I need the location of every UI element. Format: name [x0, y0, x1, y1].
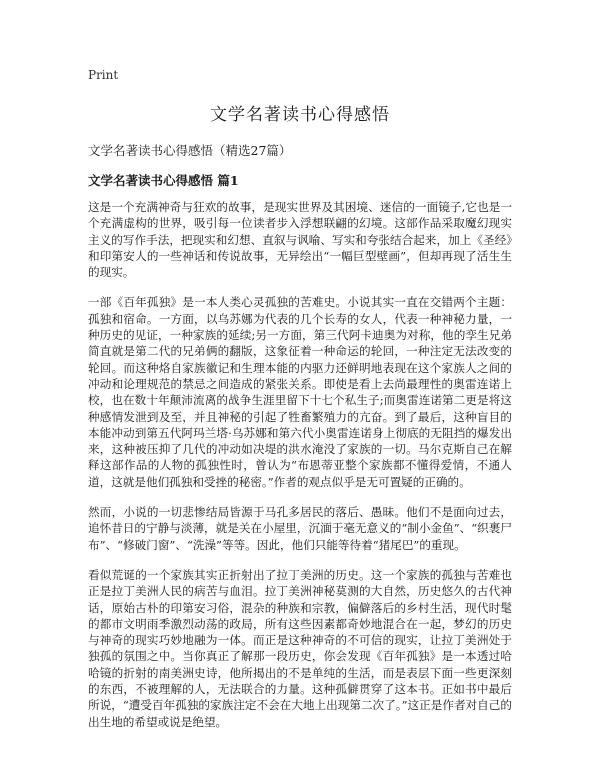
- paragraph-3: 然而，小说的一切悲惨结局皆源于马孔多居民的落后、愚昧。他们不是面向过去，追怀昔日的宁静与淡薄，就是关在小屋里，沉湎于毫无意义的“制小金鱼”、“织裹尸布”、“修破门窗”、“洗澡”等等。因此，他们只能等待着“猪尾巴”的重现。: [88, 505, 512, 552]
- paragraph-4: 看似荒诞的一个家族其实正折射出了拉丁美洲的历史。这一个家族的孤独与苦难也正是拉丁美洲人民的病苦与血泪。拉丁美洲神秘莫测的大自然，历史悠久的古代神话，原始古朴的印第安习俗，混杂的种族和宗教，偏僻落后的乡村生活，现代时髦的都市文明雨季激烈动荡的政局，所有这些因素都奇妙地混合在一起，梦幻的历史与神奇的现实巧妙地融为一体。而正是这种神奇的不可信的现实，让拉丁美洲处于独孤的氛围之中。当你真正了解那一段历史，你会发现《百年孤独》是一本透过哈哈镜的折射的南美洲史诗，他所揭出的不是单纯的生活，而是表层下面一些更深刻的东西，不被理解的人，无法联合的力量。这种孤僻贯穿了这本书。正如书中最后所说，“遭受百年孤独的家族注定不会在大地上出现第二次了。”这正是作者对自己的出生地的希望或说是绝望。: [88, 567, 512, 729]
- page-title: 文学名著读书心得感悟: [210, 105, 390, 125]
- paragraph-2: 一部《百年孤独》是一本人类心灵孤独的苦难史。小说其实一直在交错两个主题：孤独和宿命。一方面，以乌苏娜为代表的几个长寿的女人，代表一种神秘力量，一种历史的见证，一种家族的延续;另一方面，第三代阿卡迪奥为对称，他的孪生兄弟简直就是第二代的兄弟俩的翻版，这象征着一种命运的轮回，一种注定无法改变的轮回。而这种烙自家族徽记和生理本能的内驱力还鲜明地表现在这个家族人之间的冲动和论理规范的禁忌之间造成的紧张关系。即使是看上去尚最理性的奥雷连诺上校，也在数十年颠沛流离的战争生涯里留下十七个私生子;而奥雷连诺第二更是将这种感情发泄到及至，并且神秘的引起了牲畜繁殖力的亢奋。到了最后，这种盲目的本能冲动到第五代阿玛兰塔·乌苏娜和第六代小奥雷连诺身上彻底的无阻挡的爆发出来，这种被压抑了几代的冲动如决堤的洪水淹没了家族的一切。马尔克斯自己在解释这部作品的人物的孤独性时，曾认为“布恩蒂亚整个家族都不懂得爱情，不通人道，这就是他们孤独和受挫的秘密。”作者的观点似乎是无可置疑的正确的。: [88, 295, 512, 489]
- paragraph-1: 这是一个充满神奇与狂欢的故事，是现实世界及其困境、迷信的一面镜子,它也是一个充满虚构的世界，吸引每一位读者步入浮想联翩的幻境。这部作品采取魔幻现实主义的写作手法，把现实和幻想、直叙与讽喻、写实和夸张结合起来，加上《圣经》和印第安人的一些神话和传说故事，无异绘出“一幅巨型壁画”，但却再现了活生生的现实。: [88, 200, 512, 280]
- document-subtitle: 文学名著读书心得感悟（精选27篇）: [88, 143, 292, 158]
- print-link[interactable]: Print: [88, 68, 119, 82]
- section-heading: 文学名著读书心得感悟 篇1: [88, 173, 239, 188]
- document-page: [88, 68, 512, 744]
